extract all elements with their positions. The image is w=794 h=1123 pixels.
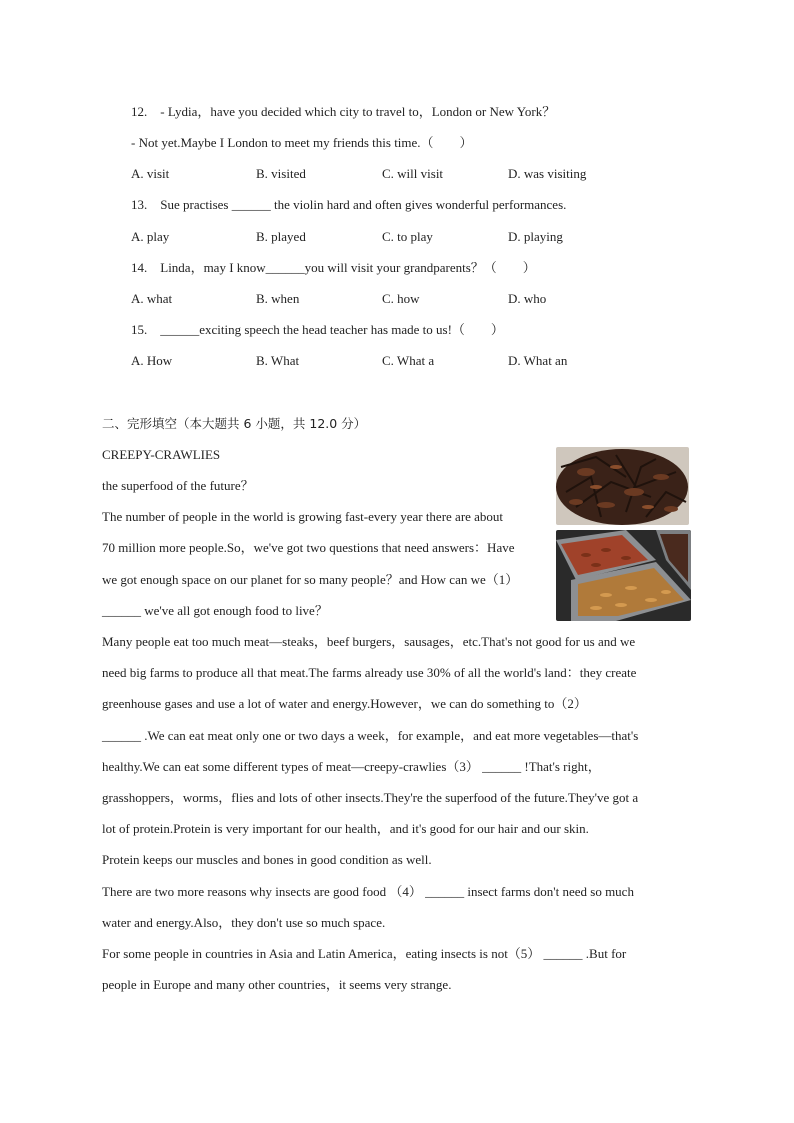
fried-insects-photo	[556, 447, 689, 525]
passage-line: water and energy.Also，they don't use so much space.	[102, 915, 386, 930]
passage-line: There are two more reasons why insects are good food （4） ______ insect farms don't need so much	[102, 884, 634, 899]
passage-line: greenhouse gases and use a lot of water and energy.However，we can do something to（2）	[102, 696, 587, 711]
passage-line: Protein keeps our muscles and bones in good condition as well.	[102, 852, 432, 867]
section-heading: 二、完形填空（本大题共 6 小题，共 12.0 分）	[102, 416, 367, 431]
question-15-option-b: B. What	[256, 353, 300, 368]
question-14-option-a: A. what	[131, 291, 173, 306]
question-13-option-b: B. played	[256, 229, 306, 244]
passage-line: For some people in countries in Asia and Latin America，eating insects is not（5） ______ .But for	[102, 946, 627, 961]
passage-line: people in Europe and many other countries，it seems very strange.	[102, 977, 452, 992]
question-14-text: 14. Linda，may I know______you will visit your grandparents？（ ）	[131, 260, 536, 275]
question-15-option-c: C. What a	[382, 353, 435, 368]
question-15-option-d: D. What an	[508, 353, 568, 368]
question-12-option-a: A. visit	[131, 166, 170, 181]
question-14-option-d: D. who	[508, 291, 547, 306]
question-13-option-d: D. playing	[508, 229, 563, 244]
question-13-option-a: A. play	[131, 229, 170, 244]
question-15-text: 15. ______exciting speech the head teacher has made to us!（ ）	[131, 322, 504, 337]
passage-line: Many people eat too much meat—steaks，beef burgers，sausages，etc.That's not good for us and we	[102, 634, 636, 649]
insect-trays-photo	[556, 530, 691, 621]
question-15-option-a: A. How	[131, 353, 173, 368]
passage-line: we got enough space on our planet for so many people？and How can we（1）	[102, 572, 519, 587]
question-14-option-b: B. when	[256, 291, 300, 306]
passage-line: ______ .We can eat meat only one or two days a week，for example，and eat more vegetables—that's	[102, 728, 639, 743]
question-12-option-b: B. visited	[256, 166, 306, 181]
passage-title: CREEPY-CRAWLIES	[102, 447, 221, 462]
passage-line: healthy.We can eat some different types of meat—creepy-crawlies（3） ______ !That's right，	[102, 759, 601, 774]
question-13-option-c: C. to play	[382, 229, 433, 244]
question-12-option-c: C. will visit	[382, 166, 444, 181]
question-12-option-d: D. was visiting	[508, 166, 587, 181]
question-13-text: 13. Sue practises ______ the violin hard and often gives wonderful performances.	[131, 197, 567, 212]
passage-line: grasshoppers，worms，flies and lots of other insects.They're the superfood of the future.They've got a	[102, 790, 639, 805]
passage-subtitle: the superfood of the future？	[102, 478, 254, 493]
passage-line: 70 million more people.So，we've got two questions that need answers：Have	[102, 540, 515, 555]
passage-line: The number of people in the world is growing fast-every year there are about	[102, 509, 504, 524]
passage-line: lot of protein.Protein is very important for our health，and it's good for our hair and our skin.	[102, 821, 589, 836]
passage-line: need big farms to produce all that meat.The farms already use 30% of all the world's land：they create	[102, 665, 637, 680]
question-12-line-2: - Not yet.Maybe I London to meet my friends this time.（ ）	[131, 135, 473, 150]
question-12-line-1: 12. - Lydia，have you decided which city to travel to，London or New York？	[131, 104, 556, 119]
question-14-option-c: C. how	[382, 291, 420, 306]
passage-line: ______ we've all got enough food to live？	[102, 603, 328, 618]
